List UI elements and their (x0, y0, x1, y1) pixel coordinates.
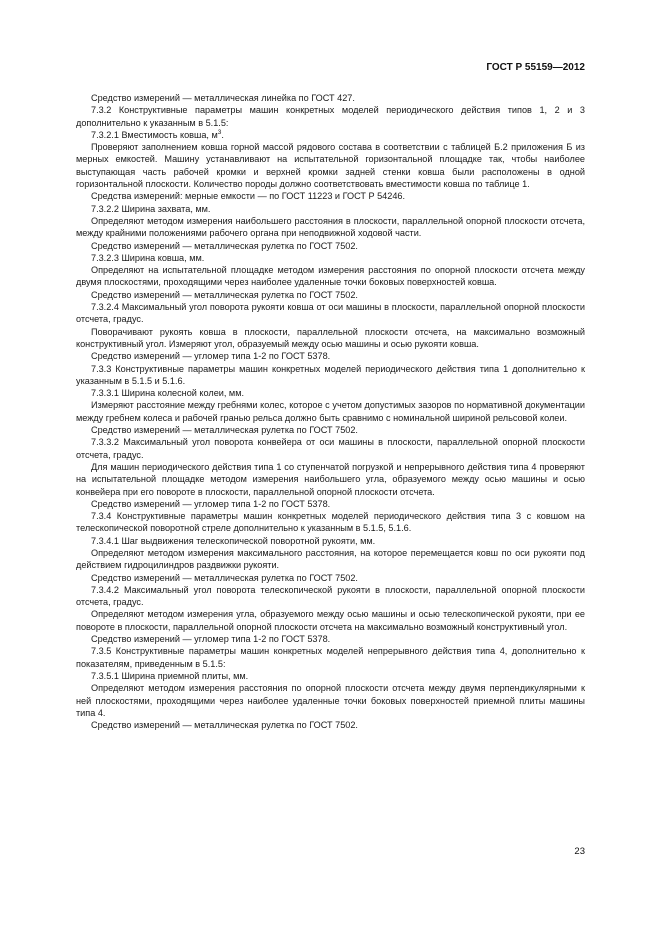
paragraph: 7.3.3.2 Максимальный угол поворота конвейера от оси машины в плоскости, параллельной опорной плоскости отсчета, градус. (76, 437, 585, 460)
paragraph: Определяют методом измерения расстояния по опорной плоскости отсчета между двумя перпендикулярными к ней плоскостями, проходящими через наиболее удаленные точки боковых поверхностей приемной плиты машины типа 4. (76, 683, 585, 718)
paragraph: Определяют на испытательной площадке методом измерения расстояния по опорной плоскости отсчета между двумя плоскостями, проходящими через наиболее удаленные точки боковых поверхностей ковша. (76, 265, 585, 288)
paragraph: 7.3.5.1 Ширина приемной плиты, мм. (91, 670, 249, 681)
paragraph: Средство измерений — металлическая рулетка по ГОСТ 7502. (91, 720, 358, 731)
paragraph: Поворачивают рукоять ковша в плоскости, параллельной плоскости отсчета, на максимально возможный конструктивный угол. Измеряют угол, образуемый между осью машины и осью рукояти ковша. (76, 326, 585, 349)
paragraph: 7.3.4.1 Шаг выдвижения телескопической поворотной рукояти, мм. (91, 535, 376, 546)
paragraph-suffix: . (221, 129, 224, 140)
paragraph: 7.3.2.4 Максимальный угол поворота рукояти ковша от оси машины в плоскости, параллельной опорной плоскости отсчета, градус. (76, 302, 585, 325)
paragraph-capacity (76, 129, 585, 141)
paragraph: 7.3.3 Конструктивные параметры машин конкретных моделей периодического действия типа 1 дополнительно к указанным в 5.1.5 и 5.1.6. (76, 363, 585, 386)
paragraph: Средство измерений — угломер типа 1-2 по ГОСТ 5378. (91, 634, 331, 645)
standard-header: ГОСТ Р 55159—2012 (486, 62, 585, 73)
document-body (76, 92, 585, 731)
paragraph: Определяют методом измерения наибольшего расстояния в плоскости, параллельной опорной плоскости отсчета, между крайними положениями рабочего органа при неподвижной ходовой части. (76, 215, 585, 239)
paragraph: Средство измерений — угломер типа 1-2 по ГОСТ 5378. (91, 351, 331, 362)
paragraph: Проверяют заполнением ковша горной массой рядового состава в соответствии с таблицей Б.2 приложения Б из мерных емкостей. Машину устанавливают на испытательной горизонтальной площадке так, чтобы наиболее выступающая часть рабочей кромки и верхней кромки задней стенки ковша были расположены в одной горизонтальной плоскости. Количество породы должно соответствовать вместимости ковша по таблице 1. (76, 142, 585, 190)
superscript: 3 (217, 128, 222, 136)
paragraph: Средство измерений — металлическая рулетка по ГОСТ 7502. (91, 425, 358, 436)
paragraph: Измеряют расстояние между гребнями колес, которое с учетом допустимых зазоров по нормативной документации между гребнем колеса и рабочей гранью рельса должно быть сравнимо с номинальной шириной рельсовой колеи. (76, 400, 585, 423)
paragraph: Определяют методом измерения угла, образуемого между осью машины и осью телескопической рукояти, при ее повороте в плоскости, параллельной опорной плоскости отсчета на максимально возможный конструктивный угол. (76, 609, 585, 632)
paragraph: 7.3.2 Конструктивные параметры машин конкретных моделей периодического действия типов 1, 2 и 3 дополнительно к указанным в 5.1.5: (76, 105, 585, 128)
paragraph: 7.3.4.2 Максимальный угол поворота телескопической рукояти в плоскости, параллельной опорной плоскости отсчета, градус. (76, 584, 585, 608)
paragraph: 7.3.4 Конструктивные параметры машин конкретных моделей периодического действия типа 3 с ковшом на телескопической поворотной стреле дополнительно к указанным в 5.1.5, 5.1.6. (76, 511, 585, 534)
paragraph: Средства измерений: мерные емкости — по ГОСТ 11223 и ГОСТ Р 54246. (91, 191, 406, 202)
paragraph: Средство измерений — металлическая рулетка по ГОСТ 7502. (91, 289, 358, 300)
paragraph: Определяют методом измерения максимального расстояния, на которое перемещается ковш по оси рукояти под действием гидроцилиндров раздвижки рукояти. (76, 547, 585, 571)
paragraph: Для машин периодического действия типа 1 со ступенчатой погрузкой и непрерывного действия типа 4 проверяют на испытательной площадке методом измерения наибольшего угла, образуемого между осью машины и осью конвейера при его повороте в плоскости, параллельной опорной плоскости отсчета. (76, 461, 585, 497)
paragraph: Средство измерений — металлическая линейка по ГОСТ 427. (91, 93, 355, 103)
page-number: 23 (574, 846, 585, 857)
paragraph-text: 7.3.2.1 Вместимость ковша, м (91, 129, 218, 140)
paragraph: 7.3.5 Конструктивные параметры машин конкретных моделей непрерывного действия типа 4, дополнительно к показателям, приведенным в 5.1.5: (76, 646, 585, 669)
paragraph: 7.3.2.2 Ширина захвата, мм. (91, 203, 211, 214)
paragraph: 7.3.3.1 Ширина колесной колеи, мм. (91, 388, 245, 399)
paragraph: Средство измерений — угломер типа 1-2 по ГОСТ 5378. (91, 498, 331, 509)
paragraph: Средство измерений — металлическая рулетка по ГОСТ 7502. (91, 572, 358, 583)
paragraph: 7.3.2.3 Ширина ковша, мм. (91, 252, 205, 263)
paragraph: Средство измерений — металлическая рулетка по ГОСТ 7502. (91, 240, 358, 251)
